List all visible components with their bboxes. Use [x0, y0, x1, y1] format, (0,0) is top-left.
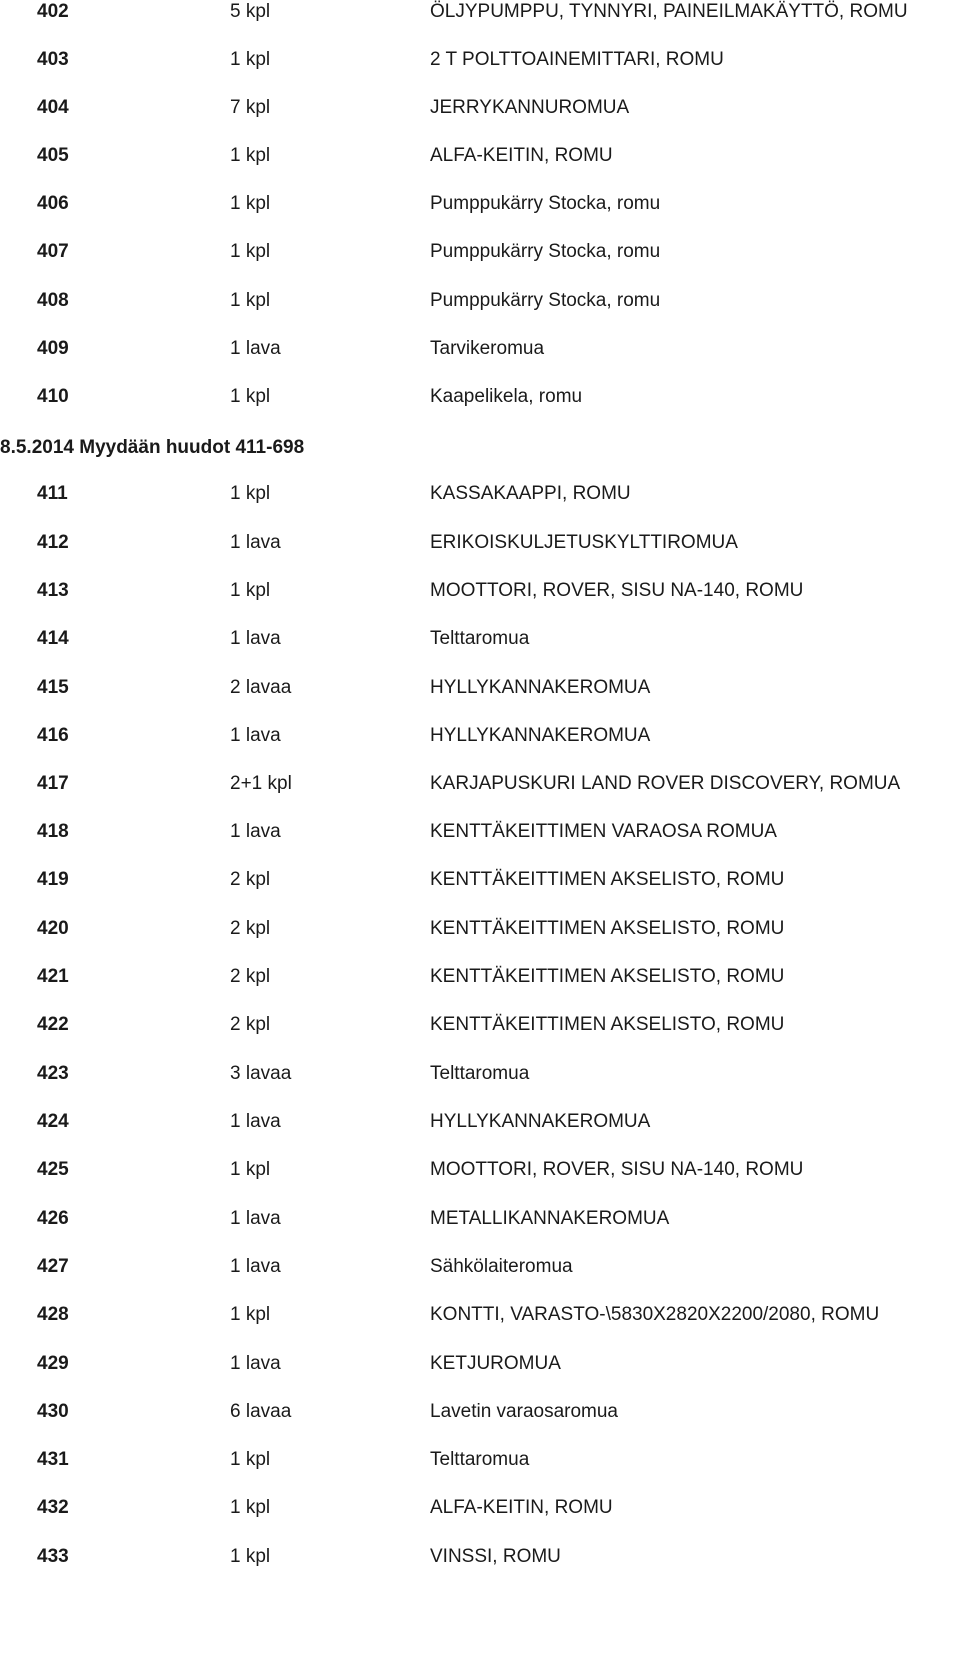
item-row	[0, 724, 960, 748]
item-number: 429	[37, 1353, 69, 1374]
item-description: METALLIKANNAKEROMUA	[430, 1208, 670, 1229]
item-row	[0, 1207, 960, 1231]
item-description: HYLLYKANNAKEROMUA	[430, 677, 651, 698]
item-description: KENTTÄKEITTIMEN AKSELISTO, ROMU	[430, 1014, 785, 1035]
item-row	[0, 1255, 960, 1279]
item-number: 412	[37, 532, 69, 553]
item-quantity: 1 lava	[230, 725, 281, 746]
item-number: 425	[37, 1159, 69, 1180]
item-quantity: 7 kpl	[230, 97, 271, 118]
item-quantity: 1 lava	[230, 628, 281, 649]
item-quantity: 1 kpl	[230, 1497, 271, 1518]
item-description: KASSAKAAPPI, ROMU	[430, 483, 631, 504]
item-description: KENTTÄKEITTIMEN AKSELISTO, ROMU	[430, 869, 785, 890]
item-number: 407	[37, 241, 69, 262]
item-quantity: 6 lavaa	[230, 1401, 292, 1422]
item-quantity: 1 lava	[230, 532, 281, 553]
item-quantity: 1 lava	[230, 821, 281, 842]
item-number: 418	[37, 821, 69, 842]
item-number: 404	[37, 97, 69, 118]
item-quantity: 1 kpl	[230, 1449, 271, 1470]
item-row	[0, 1448, 960, 1472]
item-description: Lavetin varaosaromua	[430, 1401, 618, 1422]
item-row	[0, 965, 960, 989]
item-row	[0, 482, 960, 506]
item-number: 403	[37, 49, 69, 70]
item-description: VINSSI, ROMU	[430, 1546, 561, 1567]
item-quantity: 1 kpl	[230, 1304, 271, 1325]
item-row	[0, 868, 960, 892]
item-row	[0, 0, 960, 24]
item-row	[0, 627, 960, 651]
item-row	[0, 192, 960, 216]
item-row	[0, 676, 960, 700]
item-description: 2 T POLTTOAINEMITTARI, ROMU	[430, 49, 724, 70]
item-row	[0, 1158, 960, 1182]
item-quantity: 1 kpl	[230, 49, 271, 70]
item-description: KENTTÄKEITTIMEN AKSELISTO, ROMU	[430, 918, 785, 939]
item-number: 402	[37, 1, 69, 22]
item-description: Pumppukärry Stocka, romu	[430, 241, 661, 262]
item-number: 431	[37, 1449, 69, 1470]
item-description: ERIKOISKULJETUSKYLTTIROMUA	[430, 532, 738, 553]
item-row	[0, 1062, 960, 1086]
item-quantity: 2 lavaa	[230, 677, 292, 698]
item-number: 432	[37, 1497, 69, 1518]
item-row	[0, 1110, 960, 1134]
item-quantity: 1 lava	[230, 1256, 281, 1277]
item-description: MOOTTORI, ROVER, SISU NA-140, ROMU	[430, 1159, 804, 1180]
item-number: 419	[37, 869, 69, 890]
item-quantity: 1 kpl	[230, 145, 271, 166]
item-row	[0, 337, 960, 361]
item-description: Telttaromua	[430, 1063, 530, 1084]
item-row	[0, 1352, 960, 1376]
item-number: 413	[37, 580, 69, 601]
item-description: KONTTI, VARASTO-\5830X2820X2200/2080, ROMU	[430, 1304, 880, 1325]
item-row	[0, 772, 960, 796]
item-description: MOOTTORI, ROVER, SISU NA-140, ROMU	[430, 580, 804, 601]
item-quantity: 1 kpl	[230, 1546, 271, 1567]
item-number: 411	[37, 483, 68, 504]
item-description: ALFA-KEITIN, ROMU	[430, 145, 613, 166]
item-row	[0, 144, 960, 168]
item-number: 424	[37, 1111, 69, 1132]
item-description: KETJUROMUA	[430, 1353, 561, 1374]
item-number: 427	[37, 1256, 69, 1277]
item-number: 415	[37, 677, 69, 698]
item-row	[0, 531, 960, 555]
item-quantity: 1 lava	[230, 1208, 281, 1229]
item-number: 405	[37, 145, 69, 166]
item-number: 423	[37, 1063, 69, 1084]
item-number: 414	[37, 628, 69, 649]
item-description: KENTTÄKEITTIMEN AKSELISTO, ROMU	[430, 966, 785, 987]
item-quantity: 1 kpl	[230, 1159, 271, 1180]
item-number: 409	[37, 338, 69, 359]
item-number: 417	[37, 773, 69, 794]
item-description: KARJAPUSKURI LAND ROVER DISCOVERY, ROMUA	[430, 773, 901, 794]
item-row	[0, 1013, 960, 1037]
item-number: 422	[37, 1014, 69, 1035]
item-quantity: 5 kpl	[230, 1, 271, 22]
item-description: ÖLJYPUMPPU, TYNNYRI, PAINEILMAKÄYTTÖ, ROMU	[430, 1, 908, 22]
item-row	[0, 1303, 960, 1327]
item-quantity: 3 lavaa	[230, 1063, 292, 1084]
item-row	[0, 289, 960, 313]
item-quantity: 1 kpl	[230, 580, 271, 601]
item-number: 421	[37, 966, 69, 987]
item-number: 430	[37, 1401, 69, 1422]
item-description: Pumppukärry Stocka, romu	[430, 193, 661, 214]
item-quantity: 1 kpl	[230, 386, 271, 407]
item-quantity: 1 kpl	[230, 193, 271, 214]
item-quantity: 1 kpl	[230, 483, 271, 504]
item-quantity: 2 kpl	[230, 918, 271, 939]
item-quantity: 2 kpl	[230, 869, 271, 890]
item-row	[0, 385, 960, 409]
item-description: Telttaromua	[430, 1449, 530, 1470]
section-heading	[0, 436, 960, 460]
item-row	[0, 1400, 960, 1424]
item-description: ALFA-KEITIN, ROMU	[430, 1497, 613, 1518]
item-quantity: 1 lava	[230, 1353, 281, 1374]
section-heading-text: 8.5.2014 Myydään huudot 411-698	[0, 437, 305, 458]
item-description: JERRYKANNUROMUA	[430, 97, 630, 118]
item-description: Tarvikeromua	[430, 338, 545, 359]
item-description: Kaapelikela, romu	[430, 386, 583, 407]
item-description: Pumppukärry Stocka, romu	[430, 290, 661, 311]
item-number: 408	[37, 290, 69, 311]
item-description: Telttaromua	[430, 628, 530, 649]
item-number: 420	[37, 918, 69, 939]
item-number: 416	[37, 725, 69, 746]
item-quantity: 1 kpl	[230, 290, 271, 311]
item-quantity: 1 lava	[230, 338, 281, 359]
item-quantity: 2 kpl	[230, 966, 271, 987]
item-quantity: 2 kpl	[230, 1014, 271, 1035]
item-number: 406	[37, 193, 69, 214]
item-row	[0, 579, 960, 603]
item-number: 433	[37, 1546, 69, 1567]
item-number: 428	[37, 1304, 69, 1325]
item-description: HYLLYKANNAKEROMUA	[430, 725, 651, 746]
item-row	[0, 240, 960, 264]
item-quantity: 1 kpl	[230, 241, 271, 262]
item-row	[0, 917, 960, 941]
item-row	[0, 1496, 960, 1520]
item-row	[0, 48, 960, 72]
item-row	[0, 820, 960, 844]
item-description: HYLLYKANNAKEROMUA	[430, 1111, 651, 1132]
item-description: KENTTÄKEITTIMEN VARAOSA ROMUA	[430, 821, 777, 842]
item-number: 426	[37, 1208, 69, 1229]
item-description: Sähkölaiteromua	[430, 1256, 573, 1277]
item-row	[0, 96, 960, 120]
item-quantity: 1 lava	[230, 1111, 281, 1132]
item-row	[0, 1545, 960, 1569]
item-number: 410	[37, 386, 69, 407]
item-quantity: 2+1 kpl	[230, 773, 292, 794]
